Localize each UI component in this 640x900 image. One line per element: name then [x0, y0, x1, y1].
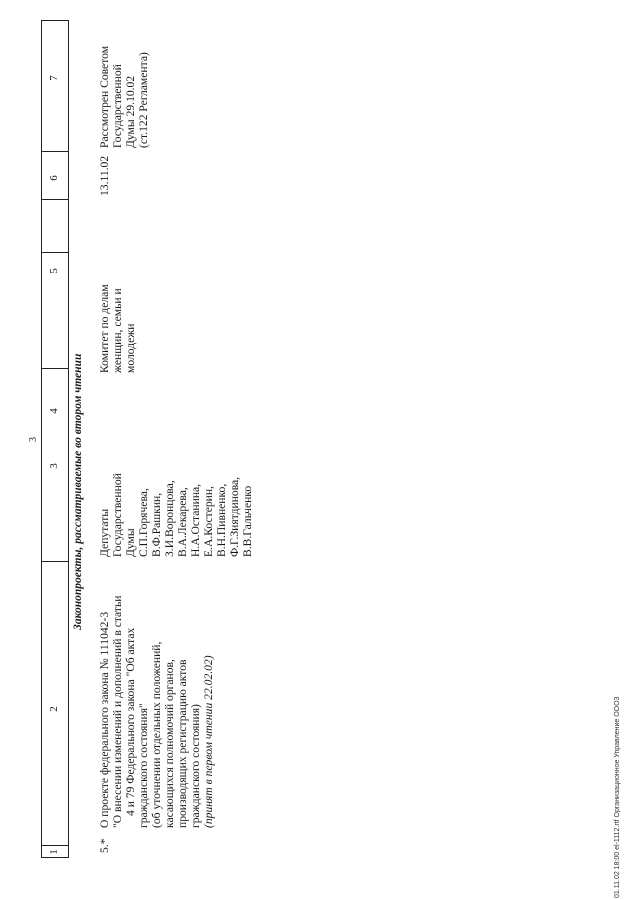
- bill-line: касающихся полномочий органов,: [163, 659, 176, 828]
- bill-line: гражданского состояния): [189, 704, 202, 828]
- authors-list: [98, 473, 254, 557]
- bill-line: "О внесении изменений и дополнений в статьи: [111, 595, 124, 828]
- author-line: С.П.Горячева,: [137, 488, 150, 557]
- author-line: В.В.Гальченко: [241, 485, 254, 557]
- footer-info: 01.11.02 18:00 el-1112.rtf Организационное Управление ООО3: [614, 696, 621, 898]
- bill-line: 4 и 79 Федерального закона "Об актах: [124, 627, 137, 816]
- bill-description: [98, 596, 215, 828]
- section-title: Законопроекты, рассматриваемые во втором чтении: [72, 353, 84, 630]
- page-number: 3: [28, 437, 39, 442]
- committee-line: молодежи: [124, 323, 137, 373]
- author-line: Государственной: [111, 473, 124, 557]
- author-line: З.И.Воронцова,: [163, 480, 176, 557]
- council-note-line: Рассмотрен Советом: [98, 45, 111, 148]
- column-header-5: 5: [48, 268, 60, 274]
- table-header-bottom-border: [68, 20, 69, 858]
- council-note: [98, 46, 150, 148]
- column-header-1: 1: [48, 849, 60, 855]
- committee-line: женщин, семьи и: [111, 288, 124, 373]
- bill-line: гражданского состояния": [137, 703, 150, 828]
- bill-line: производящих регистрацию актов: [176, 659, 189, 828]
- author-line: В.Н.Пивненко,: [215, 483, 228, 557]
- author-line: Е.А.Костерин,: [202, 486, 215, 557]
- bill-line: (об уточнении отдельных положений,: [150, 641, 163, 828]
- consideration-date: 13.11.02: [98, 155, 111, 196]
- col-divider: [41, 368, 69, 369]
- col-divider: [41, 199, 69, 200]
- column-header-4: 4: [48, 408, 60, 414]
- column-header-3: 3: [48, 463, 60, 469]
- bill-line: О проекте федерального закона № 111042-3: [98, 611, 111, 828]
- committee: [98, 284, 137, 373]
- col-divider: [41, 151, 69, 152]
- author-line: Думы: [124, 528, 137, 557]
- col-divider: [41, 252, 69, 253]
- author-line: Н.А.Останина,: [189, 483, 202, 557]
- col-divider: [41, 561, 69, 562]
- council-note-line: Думы 29.10.02: [124, 75, 137, 148]
- author-line: Депутаты: [98, 508, 111, 557]
- column-header-2: 2: [48, 706, 60, 712]
- first-reading-note: (принят в первом чтении 22.02.02): [202, 655, 215, 828]
- column-header-7: 7: [48, 75, 60, 81]
- table-top-border: [41, 20, 42, 858]
- author-line: Ф.Г.Зиятдинова,: [228, 476, 241, 557]
- row-number: 5.*: [98, 838, 111, 853]
- council-note-line: (ст.122 Регламента): [137, 52, 150, 148]
- author-line: В.Ф.Рашкин,: [150, 492, 163, 557]
- col-divider: [41, 20, 69, 21]
- author-line: В.А.Лекарева,: [176, 487, 189, 557]
- council-note-line: Государственной: [111, 64, 124, 148]
- column-header-6: 6: [48, 175, 60, 181]
- committee-line: Комитет по делам: [98, 284, 111, 373]
